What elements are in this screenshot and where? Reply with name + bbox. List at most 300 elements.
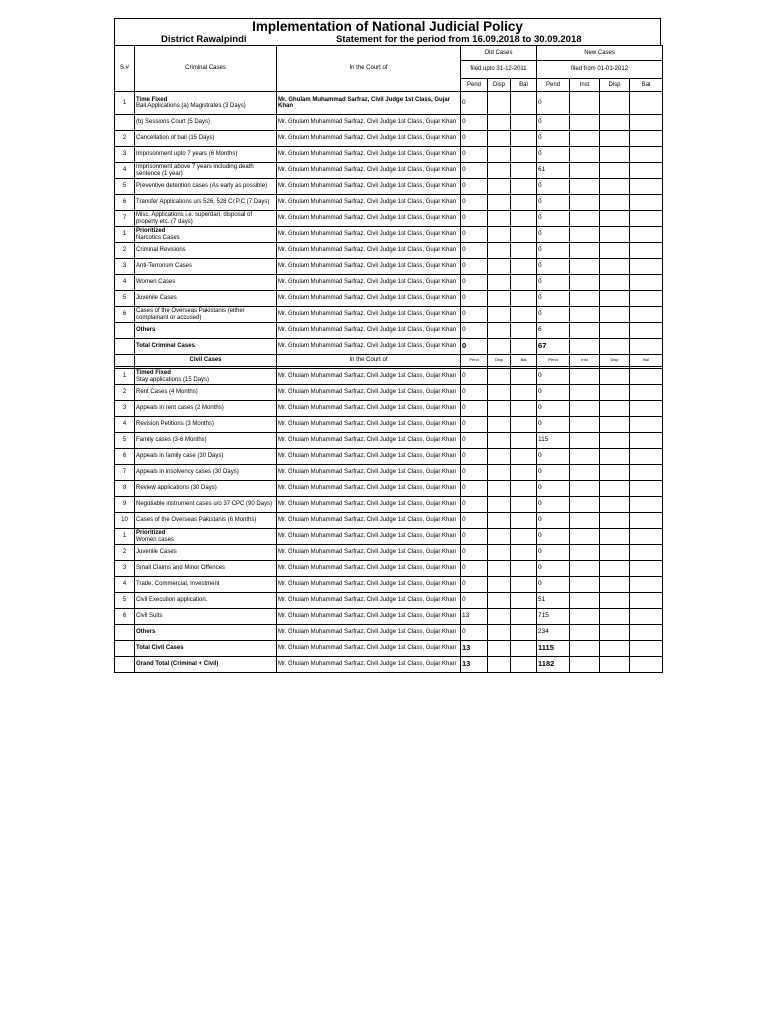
row-old-pend: 0: [461, 227, 488, 243]
row-court: Mr. Ghulam Muhammad Sarfraz, Civil Judge 1st Class, Gujar Khan: [277, 323, 461, 339]
row-new-pend: 6: [537, 323, 570, 339]
row-new-pend: 61: [537, 163, 570, 179]
row-old-bal: [511, 385, 537, 401]
civil-new-pend-header: Pend: [537, 355, 570, 367]
civil-cases-body: [115, 369, 663, 673]
table-row: [115, 131, 663, 147]
row-new-bal: [630, 625, 663, 641]
row-new-inst: [570, 609, 600, 625]
row-case: [135, 369, 277, 385]
row-sno: [115, 323, 135, 339]
row-sno: [115, 115, 135, 131]
row-new-bal: [630, 561, 663, 577]
table-row: [115, 545, 663, 561]
row-sno: 2: [115, 243, 135, 259]
row-new-inst: [570, 625, 600, 641]
row-old-disp: [488, 625, 511, 641]
row-old-disp: [488, 481, 511, 497]
row-new-inst: [570, 641, 600, 657]
row-old-bal: [511, 179, 537, 195]
row-new-pend: 0: [537, 211, 570, 227]
row-new-pend: 0: [537, 92, 570, 115]
row-sno: 7: [115, 465, 135, 481]
row-old-bal: [511, 92, 537, 115]
row-new-pend: 0: [537, 147, 570, 163]
row-new-pend: 67: [537, 339, 570, 355]
table-row: [115, 497, 663, 513]
civil-cases-header: Civil Cases: [135, 355, 277, 367]
row-old-pend: 13: [461, 641, 488, 657]
row-case: Transfer Applications u/s 526, 528 Cr.P.C (7 Days): [135, 195, 277, 211]
row-old-bal: [511, 609, 537, 625]
row-heading: Timed Fixed: [136, 370, 171, 376]
row-court: Mr. Ghulam Muhammad Sarfraz, Civil Judge 1st Class, Gujar Khan: [277, 593, 461, 609]
civil-court-header: In the Court of: [277, 355, 461, 367]
row-old-disp: [488, 433, 511, 449]
row-case: [135, 227, 277, 243]
row-sno: 6: [115, 195, 135, 211]
row-new-inst: [570, 433, 600, 449]
row-new-inst: [570, 163, 600, 179]
row-new-disp: [600, 545, 630, 561]
row-case: Misc. Applications i.e. superdari, disposal of property etc. (7 days): [135, 211, 277, 227]
table-row: [115, 417, 663, 433]
row-new-inst: [570, 195, 600, 211]
table-row: [115, 385, 663, 401]
row-case: Total Criminal Cases: [135, 339, 277, 355]
row-new-bal: [630, 465, 663, 481]
row-court: Mr. Ghulam Muhammad Sarfraz, Civil Judge 1st Class, Gujar Khan: [277, 211, 461, 227]
row-sno: [115, 625, 135, 641]
row-new-pend: 0: [537, 259, 570, 275]
row-sno: 1: [115, 529, 135, 545]
row-sno: 6: [115, 307, 135, 323]
row-old-bal: [511, 513, 537, 529]
row-old-pend: 0: [461, 275, 488, 291]
row-old-bal: [511, 163, 537, 179]
row-new-disp: [600, 625, 630, 641]
row-case: Others: [135, 323, 277, 339]
row-court: Mr. Ghulam Muhammad Sarfraz, Civil Judge 1st Class, Gujar Khan: [277, 497, 461, 513]
row-new-pend: 0: [537, 385, 570, 401]
row-court: Mr. Ghulam Muhammad Sarfraz, Civil Judge 1st Class, Gujar Khan: [277, 545, 461, 561]
row-new-inst: [570, 131, 600, 147]
table-row: [115, 307, 663, 323]
row-new-disp: [600, 529, 630, 545]
row-old-bal: [511, 577, 537, 593]
row-sno: 2: [115, 385, 135, 401]
row-old-pend: 13: [461, 609, 488, 625]
row-old-disp: [488, 163, 511, 179]
row-old-disp: [488, 609, 511, 625]
row-new-pend: 0: [537, 195, 570, 211]
row-old-pend: 0: [461, 625, 488, 641]
row-new-bal: [630, 131, 663, 147]
row-sno: 1: [115, 369, 135, 385]
row-old-bal: [511, 657, 537, 673]
row-old-pend: 0: [461, 433, 488, 449]
table-row: [115, 275, 663, 291]
row-court: Mr. Ghulam Muhammad Sarfraz, Civil Judge 1st Class, Gujar Khan: [277, 385, 461, 401]
row-old-bal: [511, 481, 537, 497]
row-sno: 6: [115, 609, 135, 625]
row-case: [135, 529, 277, 545]
row-new-inst: [570, 307, 600, 323]
row-new-disp: [600, 115, 630, 131]
row-new-inst: [570, 577, 600, 593]
row-new-bal: [630, 179, 663, 195]
row-new-pend: 0: [537, 131, 570, 147]
row-old-disp: [488, 417, 511, 433]
row-new-bal: [630, 433, 663, 449]
row-new-disp: [600, 291, 630, 307]
row-new-disp: [600, 369, 630, 385]
row-sno: 2: [115, 131, 135, 147]
row-old-disp: [488, 593, 511, 609]
row-sno: 4: [115, 577, 135, 593]
row-new-disp: [600, 497, 630, 513]
row-new-disp: [600, 339, 630, 355]
row-old-bal: [511, 131, 537, 147]
row-new-disp: [600, 433, 630, 449]
row-old-disp: [488, 307, 511, 323]
table-row: [115, 211, 663, 227]
row-court: Mr. Ghulam Muhammad Sarfraz, Civil Judge 1st Class, Gujar Khan: [277, 179, 461, 195]
row-case: Anti-Terrorism Cases: [135, 259, 277, 275]
row-new-inst: [570, 513, 600, 529]
row-new-disp: [600, 323, 630, 339]
row-court: Mr. Ghulam Muhammad Sarfraz, Civil Judge 1st Class, Gujar Khan: [277, 433, 461, 449]
row-court: Mr. Ghulam Muhammad Sarfraz, Civil Judge 1st Class, Gujar Khan: [277, 625, 461, 641]
row-old-pend: 0: [461, 593, 488, 609]
row-new-bal: [630, 163, 663, 179]
row-court: Mr. Ghulam Muhammad Sarfraz, Civil Judge 1st Class, Gujar Khan: [277, 163, 461, 179]
new-bal-header: Bal: [630, 79, 663, 92]
row-new-pend: 0: [537, 465, 570, 481]
row-sno: 1: [115, 92, 135, 115]
row-case-text: Narcotics Cases: [136, 234, 180, 241]
row-new-disp: [600, 275, 630, 291]
row-old-pend: 0: [461, 497, 488, 513]
row-new-disp: [600, 179, 630, 195]
row-new-pend: 1115: [537, 641, 570, 657]
row-sno: 3: [115, 401, 135, 417]
civil-old-pend-header: Pend: [461, 355, 488, 367]
row-new-disp: [600, 227, 630, 243]
row-case: Cancellation of bail (15 Days): [135, 131, 277, 147]
row-court: Mr. Ghulam Muhammad Sarfraz, Civil Judge 1st Class, Gujar Khan: [277, 641, 461, 657]
row-case: Review applications (30 Days): [135, 481, 277, 497]
row-new-bal: [630, 593, 663, 609]
row-new-inst: [570, 529, 600, 545]
row-old-bal: [511, 211, 537, 227]
row-old-disp: [488, 465, 511, 481]
row-sno: [115, 657, 135, 673]
table-row: [115, 163, 663, 179]
row-new-pend: 0: [537, 291, 570, 307]
row-sno: 8: [115, 481, 135, 497]
row-new-disp: [600, 449, 630, 465]
row-sno: 10: [115, 513, 135, 529]
row-old-pend: 0: [461, 147, 488, 163]
row-old-disp: [488, 513, 511, 529]
row-new-pend: 0: [537, 449, 570, 465]
row-old-bal: [511, 561, 537, 577]
row-new-inst: [570, 497, 600, 513]
row-new-disp: [600, 641, 630, 657]
row-new-pend: 0: [537, 227, 570, 243]
row-old-bal: [511, 259, 537, 275]
row-case: Trade, Commercial, Investment: [135, 577, 277, 593]
row-court: Mr. Ghulam Muhammad Sarfraz, Civil Judge 1st Class, Gujar Khan: [277, 275, 461, 291]
row-new-inst: [570, 481, 600, 497]
table-row: [115, 481, 663, 497]
row-old-pend: 0: [461, 369, 488, 385]
row-case: Imprisonment upto 7 years (6 Months): [135, 147, 277, 163]
civil-old-bal-header: Bal: [511, 355, 537, 367]
row-sno: 6: [115, 449, 135, 465]
row-new-inst: [570, 115, 600, 131]
row-new-pend: 0: [537, 545, 570, 561]
new-cases-header: New Cases: [537, 46, 663, 61]
row-old-pend: 0: [461, 115, 488, 131]
row-case: Civil Suits: [135, 609, 277, 625]
row-new-inst: [570, 339, 600, 355]
row-new-disp: [600, 609, 630, 625]
row-old-disp: [488, 291, 511, 307]
row-old-bal: [511, 307, 537, 323]
table-row: [115, 449, 663, 465]
table-row: [115, 561, 663, 577]
row-old-bal: [511, 369, 537, 385]
row-old-pend: 0: [461, 92, 488, 115]
row-old-disp: [488, 545, 511, 561]
row-case-text: Stay applications (15 Days): [136, 376, 210, 383]
row-old-pend: 0: [461, 163, 488, 179]
row-old-disp: [488, 323, 511, 339]
row-sno: 5: [115, 593, 135, 609]
row-old-bal: [511, 465, 537, 481]
row-court: Mr. Ghulam Muhammad Sarfraz, Civil Judge 1st Class, Gujar Khan: [277, 449, 461, 465]
row-court: Mr. Ghulam Muhammad Sarfraz, Civil Judge 1st Class, Gujar Khan: [277, 291, 461, 307]
row-new-inst: [570, 657, 600, 673]
row-sno: 7: [115, 211, 135, 227]
row-new-pend: 0: [537, 481, 570, 497]
row-old-disp: [488, 385, 511, 401]
row-new-pend: 0: [537, 577, 570, 593]
row-old-disp: [488, 259, 511, 275]
row-new-bal: [630, 323, 663, 339]
row-old-disp: [488, 243, 511, 259]
row-sno: 5: [115, 433, 135, 449]
row-old-pend: 0: [461, 385, 488, 401]
row-court: Mr. Ghulam Muhammad Sarfraz, Civil Judge 1st Class, Gujar Khan: [277, 115, 461, 131]
row-old-disp: [488, 641, 511, 657]
row-new-pend: 0: [537, 401, 570, 417]
new-disp-header: Disp: [600, 79, 630, 92]
row-old-bal: [511, 275, 537, 291]
row-sno: 4: [115, 275, 135, 291]
new-inst-header: Inst: [570, 79, 600, 92]
row-sno: [115, 641, 135, 657]
row-old-pend: 0: [461, 577, 488, 593]
row-new-pend: 0: [537, 369, 570, 385]
row-old-pend: 0: [461, 529, 488, 545]
row-old-bal: [511, 195, 537, 211]
old-bal-header: Bal: [511, 79, 537, 92]
row-old-pend: 0: [461, 211, 488, 227]
row-old-disp: [488, 147, 511, 163]
row-new-inst: [570, 465, 600, 481]
row-new-pend: 0: [537, 179, 570, 195]
row-case: Imprisonment above 7 years including death sentence (1 year): [135, 163, 277, 179]
civil-cases-header-row: [115, 355, 663, 369]
table-row: [115, 641, 663, 657]
row-new-pend: 0: [537, 243, 570, 259]
table-row: [115, 465, 663, 481]
row-new-disp: [600, 593, 630, 609]
row-old-bal: [511, 291, 537, 307]
row-new-bal: [630, 577, 663, 593]
civil-sno-blank: [115, 355, 135, 367]
table-row: [115, 369, 663, 385]
table-row: [115, 115, 663, 131]
row-court: Mr. Ghulam Muhammad Sarfraz, Civil Judge 1st Class, Gujar Khan: [277, 609, 461, 625]
row-new-bal: [630, 195, 663, 211]
table-row: [115, 92, 663, 115]
row-old-bal: [511, 593, 537, 609]
row-new-bal: [630, 275, 663, 291]
table-row: [115, 195, 663, 211]
row-old-pend: 0: [461, 307, 488, 323]
row-new-disp: [600, 163, 630, 179]
report-period: Statement for the period from 16.09.2018 to 30.09.2018: [336, 34, 582, 45]
row-old-disp: [488, 92, 511, 115]
row-new-pend: 0: [537, 417, 570, 433]
row-new-pend: 0: [537, 497, 570, 513]
row-new-bal: [630, 211, 663, 227]
row-new-bal: [630, 385, 663, 401]
row-new-disp: [600, 513, 630, 529]
row-new-bal: [630, 291, 663, 307]
row-old-pend: 0: [461, 401, 488, 417]
row-case: [135, 92, 277, 115]
row-new-disp: [600, 131, 630, 147]
row-new-pend: 0: [537, 275, 570, 291]
table-row: [115, 657, 663, 673]
row-old-pend: 13: [461, 657, 488, 673]
row-court: Mr. Ghulam Muhammad Sarfraz, Civil Judge 1st Class, Gujar Khan: [277, 131, 461, 147]
row-old-bal: [511, 545, 537, 561]
row-case: Cases of the Overseas Pakistanis (either complainant or accused): [135, 307, 277, 323]
row-court: Mr. Ghulam Muhammad Sarfraz, Civil Judge 1st Class, Gujar Khan: [277, 243, 461, 259]
table-row: [115, 401, 663, 417]
new-filed-header: filed from 01-01-2012: [537, 61, 663, 79]
row-old-bal: [511, 401, 537, 417]
civil-new-disp-header: Disp: [600, 355, 630, 367]
row-old-bal: [511, 323, 537, 339]
row-new-disp: [600, 243, 630, 259]
row-new-inst: [570, 323, 600, 339]
row-new-disp: [600, 577, 630, 593]
row-new-inst: [570, 385, 600, 401]
row-old-disp: [488, 275, 511, 291]
row-new-pend: 0: [537, 529, 570, 545]
row-court: Mr. Ghulam Muhammad Sarfraz, Civil Judge 1st Class, Gujar Khan: [277, 577, 461, 593]
row-old-pend: 0: [461, 243, 488, 259]
row-old-pend: 0: [461, 513, 488, 529]
civil-new-bal-header: Bal: [630, 355, 663, 367]
row-old-disp: [488, 657, 511, 673]
row-case: Appeals in insolvency cases (30 Days): [135, 465, 277, 481]
row-court: Mr. Ghulam Muhammad Sarfraz, Civil Judge 1st Class, Gujar Khan: [277, 561, 461, 577]
row-sno: 4: [115, 417, 135, 433]
old-disp-header: Disp: [488, 79, 511, 92]
row-new-inst: [570, 401, 600, 417]
table-row: [115, 577, 663, 593]
row-case: Preventive detention cases (As early as possible): [135, 179, 277, 195]
row-old-disp: [488, 227, 511, 243]
row-new-pend: 0: [537, 307, 570, 323]
row-new-inst: [570, 227, 600, 243]
row-heading: Time Fixed: [136, 96, 168, 103]
row-heading: Prioritized: [136, 530, 166, 536]
row-court: Mr. Ghulam Muhammad Sarfraz, Civil Judge 1st Class, Gujar Khan: [277, 339, 461, 355]
row-old-pend: 0: [461, 323, 488, 339]
row-old-bal: [511, 147, 537, 163]
sno-header: S.#: [115, 46, 135, 92]
row-sno: 2: [115, 545, 135, 561]
row-case: Juvenile Cases: [135, 291, 277, 307]
row-case-text: Bail Applications (a) Magistrates (3 Days): [136, 103, 246, 109]
table-row: [115, 433, 663, 449]
table-row: [115, 513, 663, 529]
row-old-disp: [488, 195, 511, 211]
row-old-pend: 0: [461, 561, 488, 577]
row-new-bal: [630, 147, 663, 163]
row-court: Mr. Ghulam Muhammad Sarfraz, Civil Judge 1st Class, Gujar Khan: [277, 513, 461, 529]
table-row: [115, 147, 663, 163]
row-old-pend: 0: [461, 481, 488, 497]
row-new-bal: [630, 92, 663, 115]
report-title: Implementation of National Judicial Policy: [252, 19, 523, 34]
row-new-disp: [600, 385, 630, 401]
row-new-disp: [600, 465, 630, 481]
row-new-bal: [630, 641, 663, 657]
report-header: [114, 18, 661, 45]
row-sno: 5: [115, 179, 135, 195]
row-court: Mr. Ghulam Muhammad Sarfraz, Civil Judge 1st Class, Gujar Khan: [277, 227, 461, 243]
row-old-disp: [488, 179, 511, 195]
row-new-disp: [600, 147, 630, 163]
row-new-inst: [570, 417, 600, 433]
row-old-pend: 0: [461, 291, 488, 307]
row-new-inst: [570, 92, 600, 115]
row-new-inst: [570, 211, 600, 227]
row-sno: 1: [115, 227, 135, 243]
row-new-pend: 51: [537, 593, 570, 609]
row-case: Revision Petitions (3 Months): [135, 417, 277, 433]
row-new-disp: [600, 92, 630, 115]
row-new-inst: [570, 561, 600, 577]
row-old-disp: [488, 449, 511, 465]
row-court: Mr. Ghulam Muhammad Sarfraz, Civil Judge 1st Class, Gujar Khan: [277, 307, 461, 323]
row-old-pend: 0: [461, 417, 488, 433]
row-old-disp: [488, 529, 511, 545]
row-new-pend: 234: [537, 625, 570, 641]
row-sno: 3: [115, 259, 135, 275]
row-old-pend: 0: [461, 449, 488, 465]
